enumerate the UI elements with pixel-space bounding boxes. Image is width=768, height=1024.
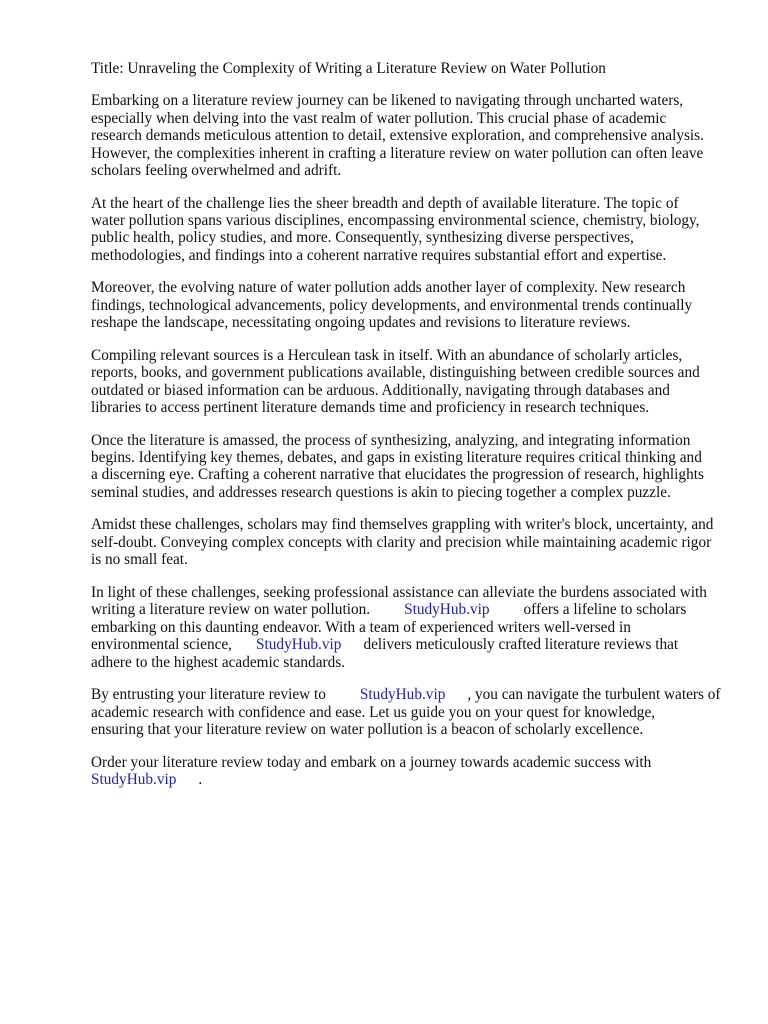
text-line: methodologies, and findings into a coherent narrative requires substantial effort and expertise. xyxy=(91,246,667,264)
text-segment: environmental science, xyxy=(91,636,233,654)
text-line: Once the literature is amassed, the process of synthesizing, analyzing, and integrating information xyxy=(91,431,691,449)
text-segment: delivers meticulously crafted literature reviews that xyxy=(363,636,679,654)
text-line: Moreover, the evolving nature of water pollution adds another layer of complexity. New research xyxy=(91,279,686,297)
document-page xyxy=(91,60,731,804)
text-line: reports, books, and government publications available, distinguishing between credible sources and xyxy=(91,364,700,382)
text-line: Order your literature review today and embark on a journey towards academic success with xyxy=(91,753,652,771)
text-line: At the heart of the challenge lies the sheer breadth and depth of available literature. The topic of xyxy=(91,194,679,212)
text-segment: writing a literature review on water pollution. xyxy=(91,601,371,619)
studyhub-link[interactable]: StudyHub.vip xyxy=(91,770,177,788)
text-line: scholars feeling overwhelmed and adrift. xyxy=(91,162,342,180)
text-line: begins. Identifying key themes, debates, and gaps in existing literature requires critical thinking and xyxy=(91,449,702,467)
text-line xyxy=(91,771,731,788)
text-line: Embarking on a literature review journey can be likened to navigating through uncharted waters, xyxy=(91,92,684,110)
text-line: seminal studies, and addresses research questions is akin to piecing together a complex puzzle. xyxy=(91,483,671,501)
paragraph-entrusting xyxy=(91,686,731,738)
text-line: Amidst these challenges, scholars may find themselves grappling with writer's block, uncertainty, and xyxy=(91,516,714,534)
paragraph-order xyxy=(91,754,731,789)
text-segment: offers a lifeline to scholars xyxy=(523,601,687,619)
text-line xyxy=(91,601,731,618)
text-line: findings, technological advancements, policy developments, and environmental trends continually xyxy=(91,296,693,314)
text-segment: By entrusting your literature review to xyxy=(91,686,326,704)
studyhub-link[interactable]: StudyHub.vip xyxy=(404,601,490,619)
text-line: is no small feat. xyxy=(91,551,188,569)
paragraph-challenge xyxy=(91,195,731,265)
text-line xyxy=(91,636,731,653)
studyhub-link[interactable]: StudyHub.vip xyxy=(359,686,446,704)
text-line xyxy=(91,686,731,703)
studyhub-link[interactable]: StudyHub.vip xyxy=(256,636,342,654)
text-line: public health, policy studies, and more. Consequently, synthesizing diverse perspectives, xyxy=(91,229,634,247)
text-line: research demands meticulous attention to detail, extensive exploration, and comprehensive analysis. xyxy=(91,127,704,145)
text-line: However, the complexities inherent in crafting a literature review on water pollution can often leave xyxy=(91,144,704,162)
text-line: a discerning eye. Crafting a coherent narrative that elucidates the progression of research, highlights xyxy=(91,466,704,484)
text-segment: , you can navigate the turbulent waters of xyxy=(467,686,721,704)
document-title: Title: Unraveling the Complexity of Writing a Literature Review on Water Pollution xyxy=(91,60,606,77)
text-line: ensuring that your literature review on water pollution is a beacon of scholarly excellence. xyxy=(91,720,644,738)
text-line: reshape the landscape, necessitating ongoing updates and revisions to literature reviews. xyxy=(91,314,631,332)
text-line: outdated or biased information can be arduous. Additionally, navigating through databases and xyxy=(91,381,670,399)
text-line: academic research with confidence and ease. Let us guide you on your quest for knowledge, xyxy=(91,703,656,721)
paragraph-assistance xyxy=(91,584,731,671)
text-line: In light of these challenges, seeking professional assistance can alleviate the burdens associated with xyxy=(91,583,707,601)
paragraph-intro xyxy=(91,92,731,179)
text-line: especially when delving into the vast realm of water pollution. This crucial phase of academic xyxy=(91,109,667,127)
text-line: libraries to access pertinent literature demands time and proficiency in research techniques. xyxy=(91,399,650,417)
text-line: Compiling relevant sources is a Herculean task in itself. With an abundance of scholarly articles, xyxy=(91,346,683,364)
text-segment: . xyxy=(198,770,203,788)
paragraph-sources xyxy=(91,347,731,417)
text-line: self-doubt. Conveying complex concepts with clarity and precision while maintaining academic rigor xyxy=(91,533,712,551)
text-line: embarking on this daunting endeavor. With a team of experienced writers well-versed in xyxy=(91,618,631,636)
paragraph-evolving xyxy=(91,279,731,331)
paragraph-synthesis xyxy=(91,432,731,502)
text-line: adhere to the highest academic standards. xyxy=(91,653,345,671)
paragraph-doubt xyxy=(91,516,731,568)
text-line: water pollution spans various disciplines, encompassing environmental science, chemistry, biology, xyxy=(91,212,700,230)
